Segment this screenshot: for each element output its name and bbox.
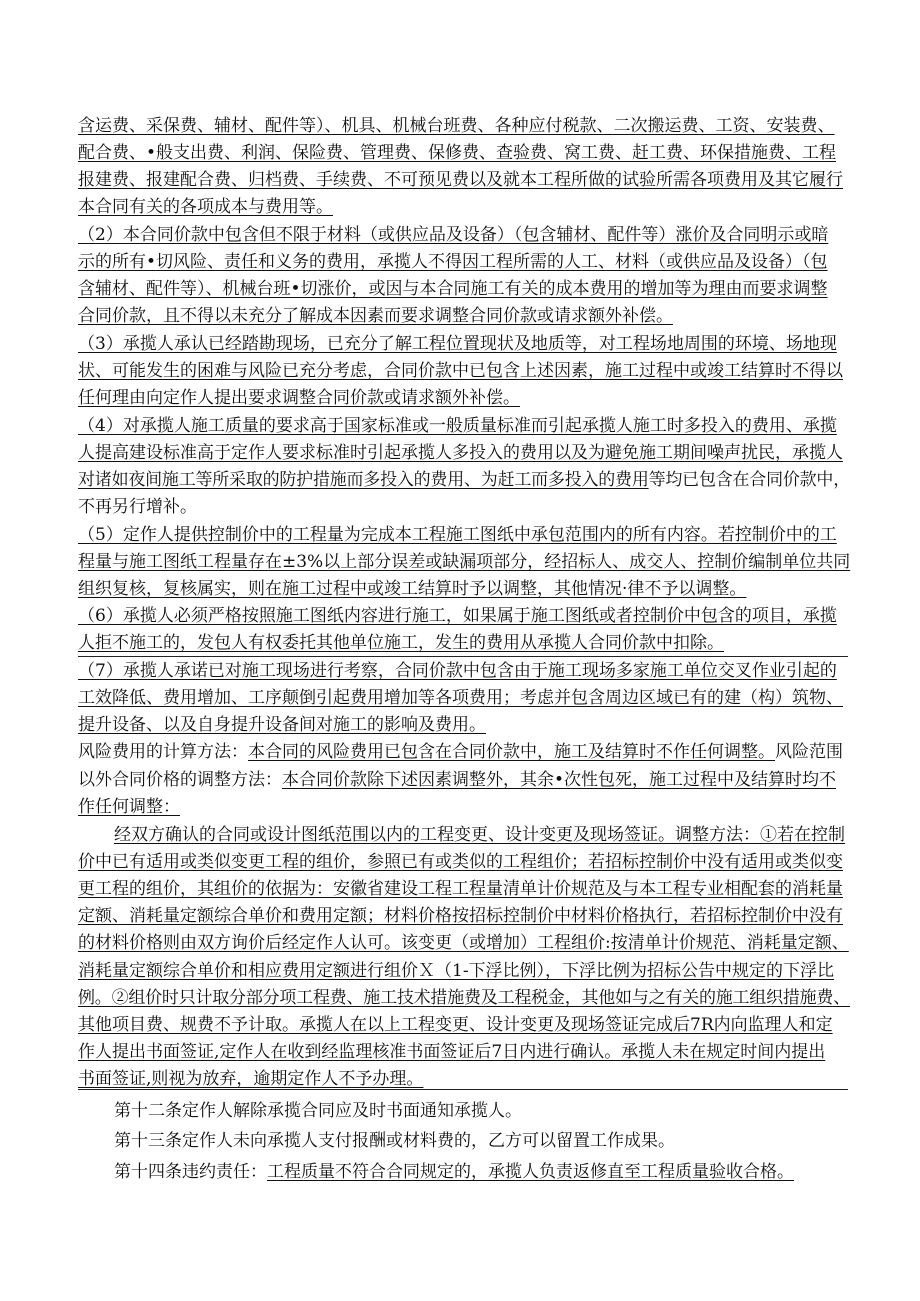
text-segment: 更工程的组价，其组价的依据为：安徽省建设工程工程量清单计价规范及与本工程专业相配套的消耗量 [78, 879, 843, 899]
text-segment: （7）承揽人承诺已对施工现场进行考察，合同价款中包含由于施工现场多家施工单位交叉作业引起的 [78, 661, 837, 681]
text-segment: 以外合同价格的调整方法： [78, 770, 282, 790]
text-line [78, 986, 850, 1011]
text-segment: 示的所有•切风险、责任和义务的费用，承揽人不得因工程所需的人工、材料（或供应品及设备）（包 [78, 252, 828, 272]
text-segment: 作人提出书面签证,定作人在收到经监理核准书面签证后7日内进行确认。承揽人未在规定时间内提出 [78, 1042, 826, 1062]
text-segment: 配合费、•般支出费、利润、保险费、管理费、保修费、查验费、窝工费、赶工费、环保措施费、工程 [78, 143, 837, 163]
text-line [78, 795, 180, 820]
text-line [78, 441, 843, 466]
text-line [114, 1099, 522, 1124]
text-line [78, 877, 843, 902]
text-segment: （3）承揽人承认已经踏勘现场，已充分了解工程位置现状及地质等，对工程场地周围的环境、场地现 [78, 334, 837, 354]
text-line [78, 686, 843, 711]
text-line [78, 114, 835, 139]
text-segment: 风险费用的计算方法： [78, 742, 248, 762]
text-segment: 第十三条定作人未向承揽人支付报酬或材料费的，乙方可以留置工作成果。 [114, 1131, 675, 1151]
text-segment: 经双方确认的合同或设计图纸范围以内的工程变更、设计变更及现场签证。调整方法：①若在控制 [114, 825, 845, 845]
text-line [78, 195, 333, 220]
text-segment: 不再另行增补。 [78, 497, 197, 517]
text-line [78, 604, 837, 629]
text-line [78, 141, 836, 166]
text-segment: 等均已包含在合同价款中， [648, 470, 851, 490]
text-segment: （2）本合同价款中包含但不限于材料（或供应品及设备）（包含辅材、配件等）涨价及合同明示或暗 [78, 225, 829, 245]
text-segment: 合同价款，且不得以未充分了解成本因素而要求调整合同价款或请求额外补偿。 [78, 306, 673, 326]
text-segment: 作任何调整： [78, 797, 180, 817]
text-line [114, 1160, 794, 1185]
divider-line [78, 1089, 848, 1090]
text-line [78, 1040, 825, 1065]
text-line [78, 223, 828, 248]
text-line [78, 168, 843, 193]
text-line [78, 931, 849, 956]
text-segment: 含运费、采保费、辅材、配件等）、机具、机械台班费、各种应付税款、二次搬运费、工资、安装费、 [78, 116, 835, 136]
text-segment: 的材料价格则由双方询价后经定作人认可。该变更（或增加）工程组价:按清单计价规范、消耗量定额、 [78, 933, 849, 953]
text-segment: 人拒不施工的，发包人有权委托其他单位施工，发生的费用从承揽人合同价款中扣除。 [78, 633, 724, 653]
text-segment: 人提高建设标准高于定作人要求标准时引起承揽人多投入的费用以及为避免施工期间噪声扰民，承揽人 [78, 443, 843, 463]
text-line [78, 250, 828, 275]
text-line [78, 304, 673, 329]
text-segment: 任何理由向定作人提出要求调整合同价款或请求额外补偿。 [78, 388, 520, 408]
text-segment: 工程质量不符合合同规定的，承揽人负责返修直至工程质量验收合格。 [267, 1162, 794, 1182]
text-segment: 本合同有关的各项成本与费用等。 [78, 197, 333, 217]
text-segment: 本合同价款除下述因素调整外，其余•次性包死，施工过程中及结算时均不 [282, 770, 837, 790]
text-line [78, 631, 724, 656]
text-line [78, 277, 828, 302]
text-segment: 书面签证,则视为放弃，逾期定作人不予办理。 [78, 1069, 424, 1089]
text-line [114, 1129, 675, 1154]
text-segment: 定额、消耗量定额综合单价和费用定额；材料价格按招标控制价中材料价格执行，若招标控制价中没有 [78, 906, 843, 926]
text-line [78, 850, 843, 875]
text-segment: 承揽人在以上工程变更、设计变更及现场签证完成后7R内向监理人和定 [299, 1015, 833, 1035]
text-line [78, 713, 486, 738]
text-line [78, 740, 843, 765]
text-line [78, 332, 837, 357]
text-line [78, 550, 850, 575]
text-segment: 对诸如夜间施工等所采取的防护措施而多投入的费用、为赶工而多投入的费用 [78, 470, 649, 490]
divider-line [78, 656, 848, 657]
text-segment: （6）承揽人必须严格按照施工图纸内容进行施工，如果属于施工图纸或者控制价中包含的项目，承揽 [78, 606, 837, 626]
text-segment: 风险范围 [775, 742, 843, 762]
text-segment: （4）对承揽人施工质量的要求高于国家标准或一般质量标准而引起承揽人施工时多投入的费用、承揽 [78, 416, 837, 436]
text-line [78, 904, 843, 929]
text-line [78, 523, 837, 548]
text-segment: 第十二条定作人解除承揽合同应及时书面通知承揽人。 [114, 1101, 522, 1121]
text-segment: 含辅材、配件等）、机械台班•切涨价，或因与本合同施工有关的成本费用的增加等为理由而要求调整 [78, 279, 828, 299]
text-line [78, 359, 843, 384]
text-line [78, 768, 836, 793]
text-segment: （5）定作人提供控制价中的工程量为完成本工程施工图纸中承包范围内的所有内容。若控制价中的工 [78, 525, 837, 545]
text-segment: 第十四条违约责任： [114, 1162, 267, 1182]
text-segment: 状、可能发生的困难与风险已充分考虑，合同价款中已包含上述因素，施工过程中或竣工结算时不得以 [78, 361, 843, 381]
text-segment: 价中已有适用或类似变更工程的组价，参照已有或类似的工程组价；若招标控制价中没有适用或类似变 [78, 852, 843, 872]
text-segment: 程量与施工图纸工程量存在±3%以上部分误差或缺漏项部分，经招标人、成交人、控制价编制单位共同 [78, 552, 851, 572]
text-segment: 提升设备、以及自身提升设备间对施工的影响及费用。 [78, 715, 486, 735]
text-segment: 本合同的风险费用已包含在合同价款中，施工及结算时不作任何调整。 [248, 742, 775, 762]
text-line [78, 659, 837, 684]
text-segment: 报建费、报建配合费、归档费、手续费、不可预见费以及就本工程所做的试验所需各项费用及其它履行 [78, 170, 843, 190]
text-line [78, 495, 197, 520]
text-segment: 消耗量定额综合单价和相应费用定额进行组价Ｘ（1-下浮比例），下浮比例为招标公告中规定的下浮比 [78, 961, 835, 981]
text-line [78, 959, 834, 984]
text-line [78, 414, 837, 439]
text-segment: 组织复核，复核属实，则在施工过程中或竣工结算时予以调整，其他情况·律不予以调整。 [78, 579, 747, 599]
text-line [114, 823, 845, 848]
text-line [78, 386, 520, 411]
text-segment: 例。②组价时只计取分部分项工程费、施工技术措施费及工程税金，其他如与之有关的施工组织措施费、 [78, 988, 850, 1008]
text-line [78, 1013, 833, 1038]
text-line [78, 577, 746, 602]
text-line [78, 468, 850, 493]
text-segment: 其他项目费、规费不予计取。 [78, 1015, 299, 1035]
text-segment: 工效降低、费用增加、工序颠倒引起费用增加等各项费用；考虑并包含周边区域已有的建（构）筑物、 [78, 688, 843, 708]
